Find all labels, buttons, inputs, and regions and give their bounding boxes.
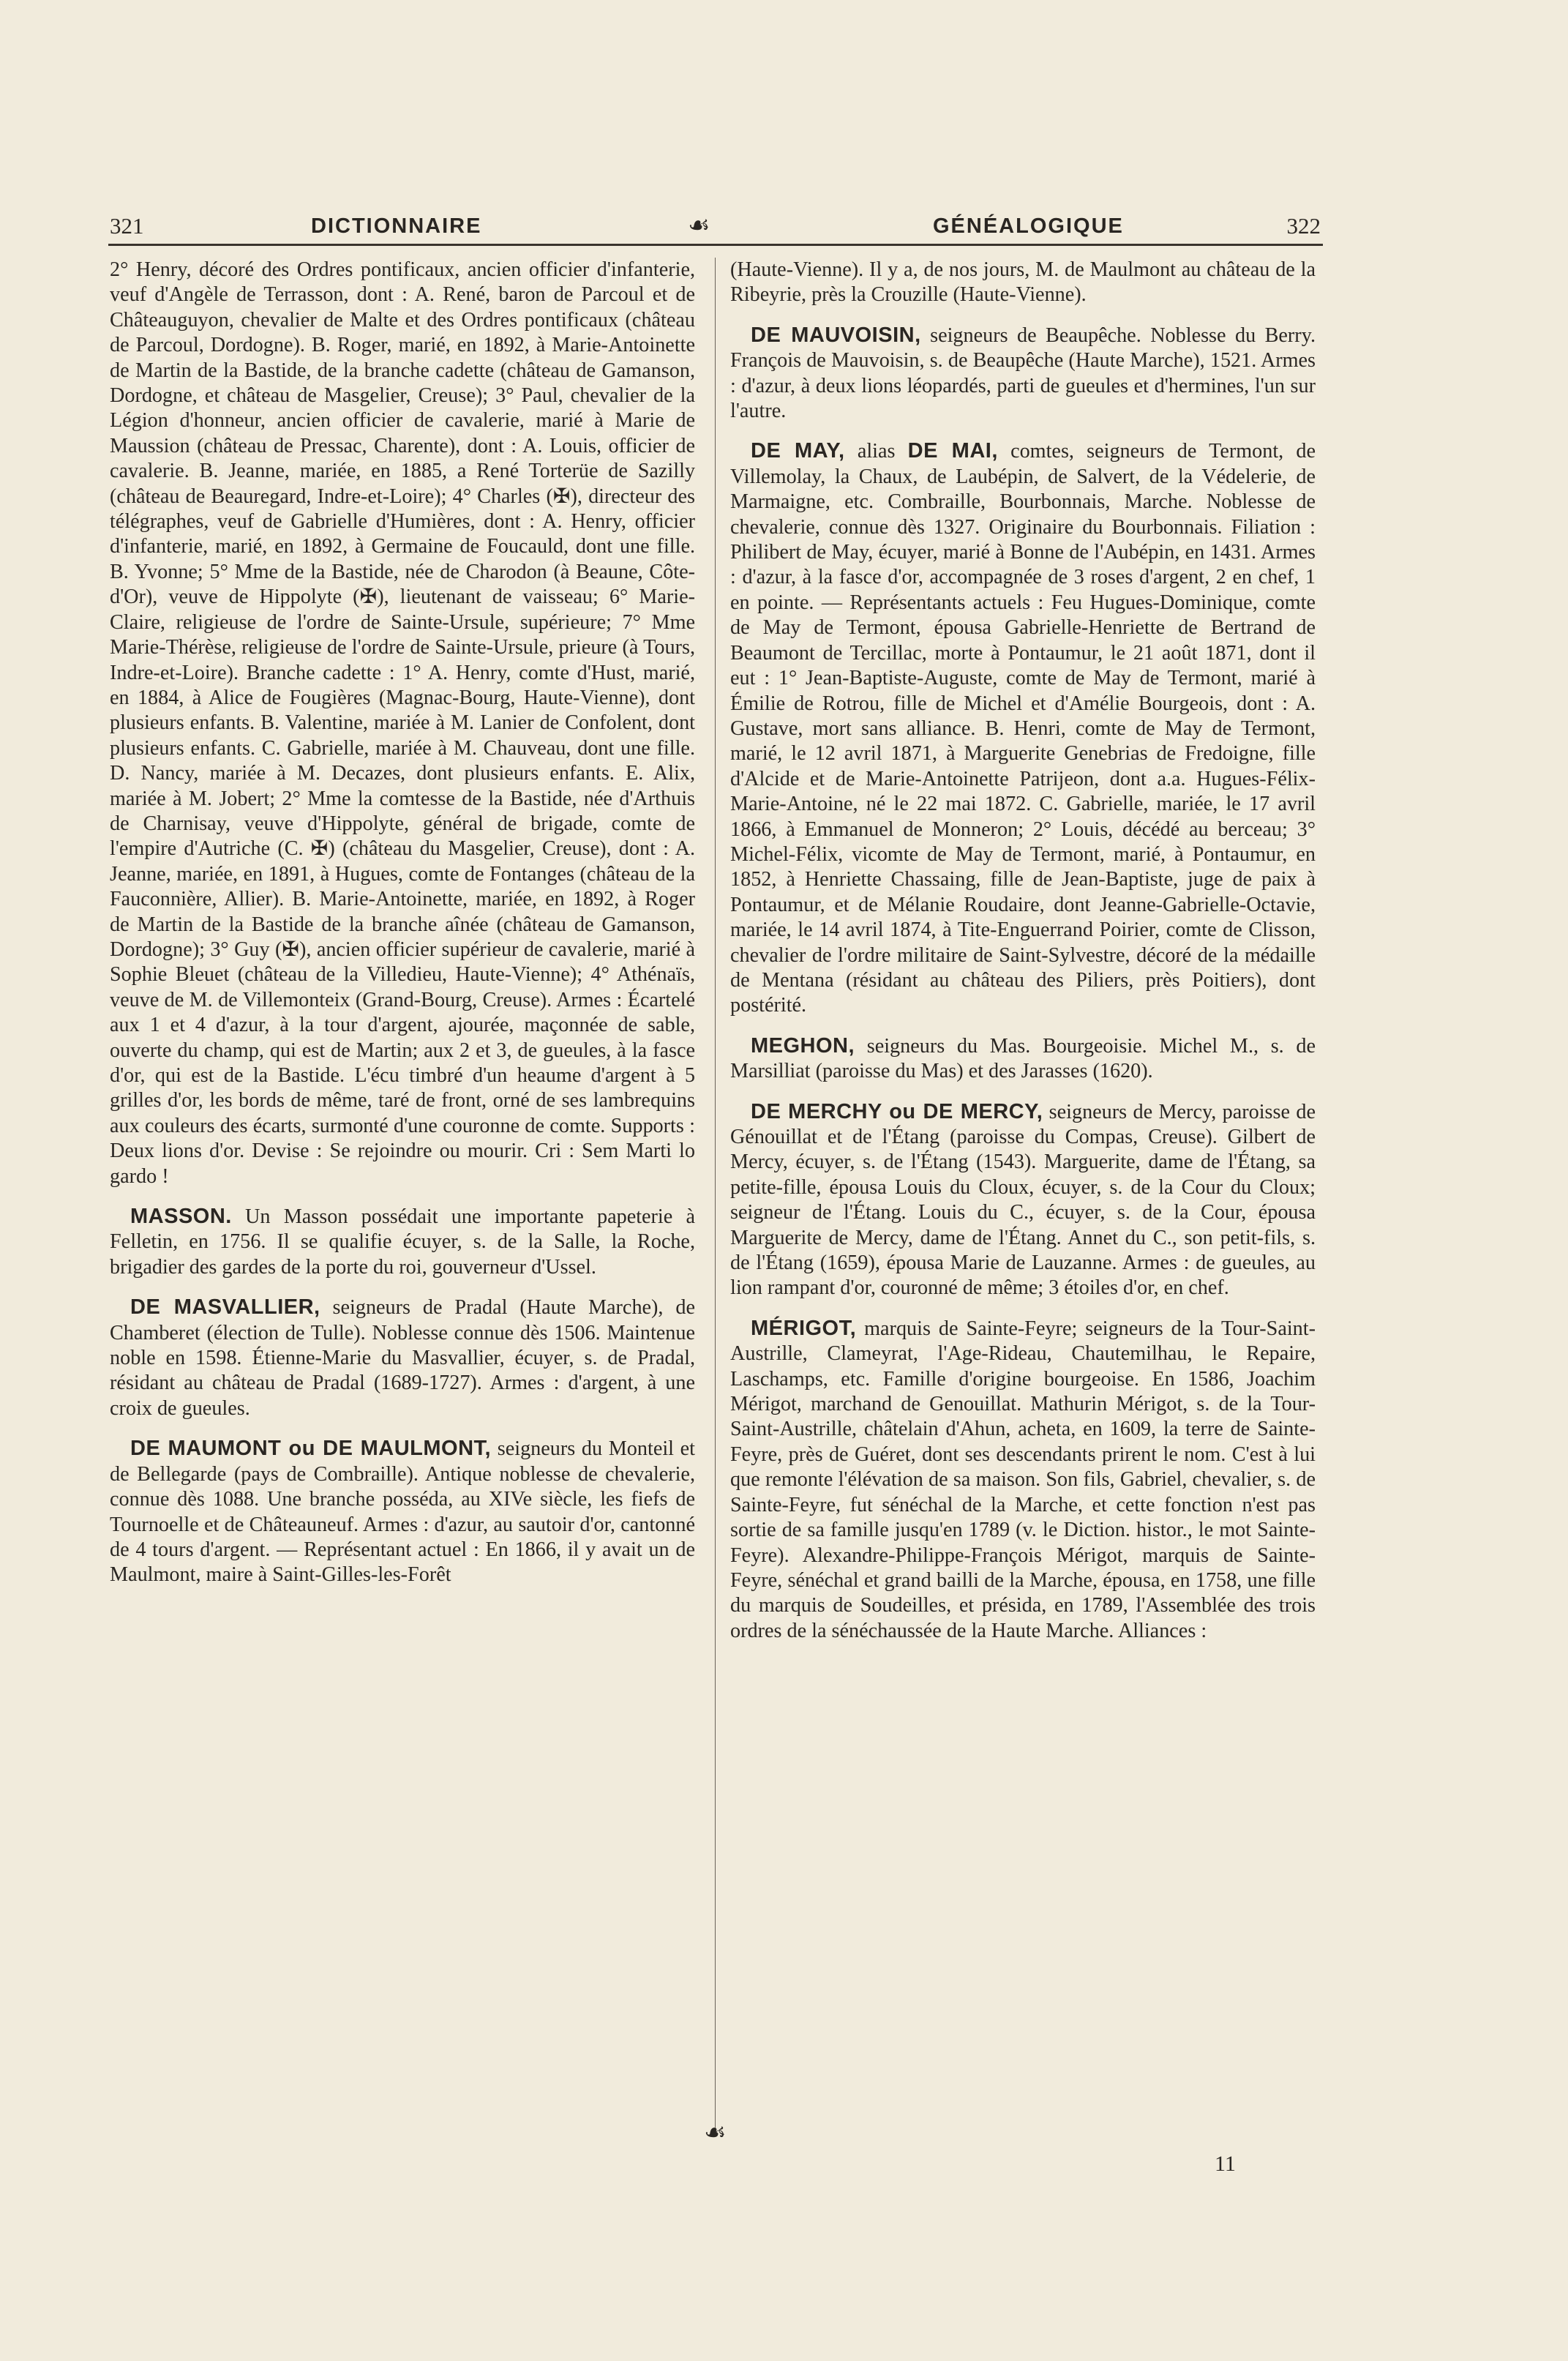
entry-masson bbox=[110, 1204, 695, 1280]
headword-mai: DE MAI, bbox=[907, 439, 998, 463]
right-running-title: GÉNÉALOGIQUE bbox=[933, 214, 1124, 238]
headword-maumont: DE MAUMONT ou DE MAULMONT, bbox=[130, 1437, 492, 1461]
headword-mauvoisin: DE MAUVOISIN, bbox=[751, 323, 921, 347]
running-header bbox=[110, 212, 1321, 241]
header-rule bbox=[108, 244, 1323, 246]
column-divider bbox=[715, 258, 716, 2137]
entry-may bbox=[730, 438, 1316, 1018]
left-page-number: 321 bbox=[110, 213, 144, 239]
headword-masvallier: DE MASVALLIER, bbox=[130, 1295, 320, 1320]
entry-masvallier-body: seigneurs de Pradal (Haute Marche), de Chamberet (élection de Tulle). Noblesse connue dès 1506. Maintenue noble en 1598. Étienne-Marie du Masvallier, écuyer, s. de Pradal, résidant au château de Pradal (1689-1727). Armes : d'argent, à une croix de gueules. bbox=[110, 1296, 695, 1420]
entry-mauvoisin-body: seigneurs de Beaupêche. Noblesse du Berry. François de Mauvoisin, s. de Beaupêche (Haute Marche), 1521. Armes : d'azur, à deux lions léopardés, parti de gueules et d'hermines, l'un sur l'autre. bbox=[730, 323, 1316, 423]
entry-meghon bbox=[730, 1033, 1316, 1085]
paragraph-maumont-continued: (Haute-Vienne). Il y a, de nos jours, M. de Maulmont au château de la Ribeyrie, près la Crouzille (Haute-Vienne). bbox=[730, 258, 1316, 307]
entry-merigot bbox=[730, 1316, 1316, 1644]
bottom-fleuron-ornament: ☙ bbox=[704, 2119, 727, 2147]
right-page-number: 322 bbox=[1286, 213, 1321, 239]
left-running-title: DICTIONNAIRE bbox=[311, 214, 482, 238]
left-column bbox=[110, 258, 695, 2131]
entry-meghon-body: seigneurs du Mas. Bourgeoisie. Michel M., s. de Marsilliat (paroisse du Mas) et des Jarasses (1620). bbox=[730, 1034, 1316, 1083]
signature-mark: 11 bbox=[1215, 2152, 1236, 2176]
entry-mauvoisin bbox=[730, 323, 1316, 424]
entry-merigot-body: marquis de Sainte-Feyre; seigneurs de la Tour-Saint-Austrille, Clameyrat, l'Age-Rideau, Chautemilhau, le Repaire, Laschamps, etc. Famille d'origine bourgeoise. En 1586, Joachim Mérigot, marchand de Genouillat. Mathurin Mérigot, s. de la Tour-Saint-Austrille, châtelain d'Ahun, acheta, en 1609, la terre de Sainte-Feyre, près de Guéret, dont ses descendants prirent le nom. C'est à lui que remonte l'élévation de sa maison. Son fils, Gabriel, chevalier, s. de Sainte-Feyre, fut sénéchal de la Marche, et cette fonction n'est pas sortie de sa famille jusqu'en 1789 (v. le Diction. histor., le mot Sainte-Feyre). Alexandre-Philippe-François Mérigot, marquis de Sainte-Feyre, sénéchal et grand bailli de la Marche, épousa, en 1758, une fille du marquis de Soudeilles, et présida, en 1789, l'Assemblée des trois ordres de la sénéchaussée de la Haute Marche. Alliances : bbox=[730, 1317, 1316, 1642]
entry-maumont bbox=[110, 1436, 695, 1587]
entry-masson-body: Un Masson possédait une importante papeterie à Felletin, en 1756. Il se qualifie écuyer, s. de la Salle, la Roche, brigadier des gardes de la porte du roi, gouverneur d'Ussel. bbox=[110, 1205, 695, 1279]
paragraph-henry: 2° Henry, décoré des Ordres pontificaux, ancien officier d'infanterie, veuf d'Angèle de Terrasson, dont : A. René, baron de Parcoul et de Châteauguyon, chevalier de Malte et des Ordres pontificaux (château de Parcoul, Dordogne). B. Roger, marié, en 1892, à Marie-Antoinette de Martin de la Bastide, de la branche cadette (château de Gamanson, Dordogne, et château de Masgelier, Creuse); 3° Paul, chevalier de la Légion d'honneur, ancien officier de cavalerie, marié à Marie de Maussion (château de Pressac, Charente), dont : A. Louis, officier de cavalerie. B. Jeanne, mariée, en 1885, a René Torterüe de Sazilly (château de Beauregard, Indre-et-Loire); 4° Charles (✠), directeur des télégraphes, veuf de Gabrielle d'Humières, dont : A. Henry, officier d'infanterie, marié, en 1892, à Germaine de Foucauld, dont une fille. B. Yvonne; 5° Mme de la Bastide, née de Charodon (à Beaune, Côte-d'Or), veuve de Hippolyte (✠), lieutenant de vaisseau; 6° Marie-Claire, religieuse de l'ordre de Sainte-Ursule, supérieure; 7° Mme Marie-Thérèse, religieuse de l'ordre de Sainte-Ursule, prieure (à Tours, Indre-et-Loire). Branche cadette : 1° A. Henry, comte d'Hust, marié, en 1884, à Alice de Fougières (Magnac-Bourg, Haute-Vienne), dont plusieurs enfants. B. Valentine, mariée à M. Lanier de Confolent, dont plusieurs enfants. C. Gabrielle, mariée à M. Chauveau, dont une fille. D. Nancy, mariée à M. Decazes, dont plusieurs enfants. E. Alix, mariée à M. Jobert; 2° Mme la comtesse de la Bastide, née d'Arthuis de Charnisay, veuve d'Hippolyte, général de brigade, comte de l'empire d'Autriche (C. ✠) (château du Masgelier, Creuse), dont : A. Jeanne, mariée, en 1891, à Hugues, comte de Fontanges (château de la Fauconnière, Allier). B. Marie-Antoinette, mariée, en 1892, à Roger de Martin de la Bastide de la branche aînée (château de Gamanson, Dordogne); 3° Guy (✠), ancien officier supérieur de cavalerie, marié à Sophie Bleuet (château de la Villedieu, Haute-Vienne); 4° Athénaïs, veuve de M. de Villemonteix (Grand-Bourg, Creuse). Armes : Écartelé aux 1 et 4 d'azur, à la tour d'argent, ajourée, maçonnée de sable, ouverte du champ, qui est de Martin; aux 2 et 3, de gueules, à la fasce d'or, qui est de la Bastide. L'écu timbré d'un heaume d'argent à 5 grilles d'or, les bords de même, taré de front, orné de ses lambrequins aux couleurs des écarts, surmonté d'une couronne de comte. Supports : Deux lions d'or. Devise : Se rejoindre ou mourir. Cri : Sem Marti lo gardo ! bbox=[110, 258, 695, 1188]
entry-may-body: comtes, seigneurs de Termont, de Villemolay, la Chaux, de Laubépin, de Salvert, de la Védelerie, de Marmaigne, etc. Combraille, Bourbonnais, Marche. Noblesse de chevalerie, connue dès 1327. Originaire du Bourbonnais. Filiation : Philibert de May, écuyer, marié à Bonne de l'Aubépin, en 1431. Armes : d'azur, à la fasce d'or, accompagnée de 3 roses d'argent, 2 en chef, 1 en pointe. — Représentants actuels : Feu Hugues-Dominique, comte de May de Termont, épousa Gabrielle-Henriette de Bertrand de Beaumont de Tercillac, morte à Pontaumur, le 21 août 1871, dont il eut : 1° Jean-Baptiste-Auguste, comte de May de Termont, marié à Émilie de Rotrou, fille de Michel et d'Amélie Bourgeois, dont : A. Gustave, mort sans alliance. B. Henri, comte de May de Termont, marié, le 12 avril 1871, à Marguerite Genebrias de Fredoigne, fille d'Alcide et de Marie-Antoinette Patrijeon, dont a.a. Hugues-Félix-Marie-Antoine, né le 22 mai 1872. C. Gabrielle, mariée, le 17 avril 1866, à Emmanuel de Monneron; 2° Louis, décédé au berceau; 3° Michel-Félix, vicomte de May de Termont, marié, à Pontaumur, en 1852, à Henriette Chassaing, fille de Jean-Baptiste, juge de paix à Pontaumur, et de Mélanie Roudaire, dont Jeanne-Gabrielle-Octavie, mariée, le 14 avril 1874, à Tite-Enguerrand Poirier, comte de Clisson, chevalier de l'ordre militaire de Saint-Sylvestre, décoré de la médaille de Mentana (résidant au château des Piliers, près Poitiers), dont postérité. bbox=[730, 440, 1316, 1017]
headword-masson: MASSON. bbox=[130, 1205, 232, 1229]
fleuron-ornament: ☙ bbox=[688, 212, 710, 239]
headword-meghon: MEGHON, bbox=[751, 1033, 855, 1058]
entry-merchy bbox=[730, 1099, 1316, 1301]
entry-maumont-body: seigneurs du Monteil et de Bellegarde (pays de Combraille). Antique noblesse de chevalerie, connue dès 1088. Une branche posséda, au XIVe siècle, les fiefs de Tournoelle et de Châteauneuf. Armes : d'azur, au sautoir d'or, cantonné de 4 tours d'argent. — Représentant actuel : En 1866, il y avait un de Maulmont, maire à Saint-Gilles-les-Forêt bbox=[110, 1437, 695, 1587]
headword-merigot: MÉRIGOT, bbox=[751, 1316, 857, 1340]
entry-may-alias: alias bbox=[844, 440, 908, 463]
entry-merchy-body: seigneurs de Mercy, paroisse de Génouillat et de l'Étang (paroisse du Compas, Creuse). Gilbert de Mercy, écuyer, s. de l'Étang (1543). Marguerite, dame de l'Étang, sa petite-fille, épousa Louis du Cloux, écuyer, s. de la Cour du Cloux; seigneur de l'Étang. Louis du C., écuyer, s. de la Cour, épousa Marguerite de Mercy, dame de l'Étang. Annet du C., son petit-fils, s. de l'Étang (1659), épousa Marie de Lauzanne. Armes : de gueules, au lion rampant d'or, couronné de même; 3 étoiles d'or, en chef. bbox=[730, 1100, 1316, 1300]
headword-may: DE MAY, bbox=[751, 439, 845, 463]
headword-merchy: DE MERCHY ou DE MERCY, bbox=[751, 1099, 1043, 1123]
entry-masvallier bbox=[110, 1295, 695, 1421]
right-column bbox=[730, 258, 1316, 2131]
